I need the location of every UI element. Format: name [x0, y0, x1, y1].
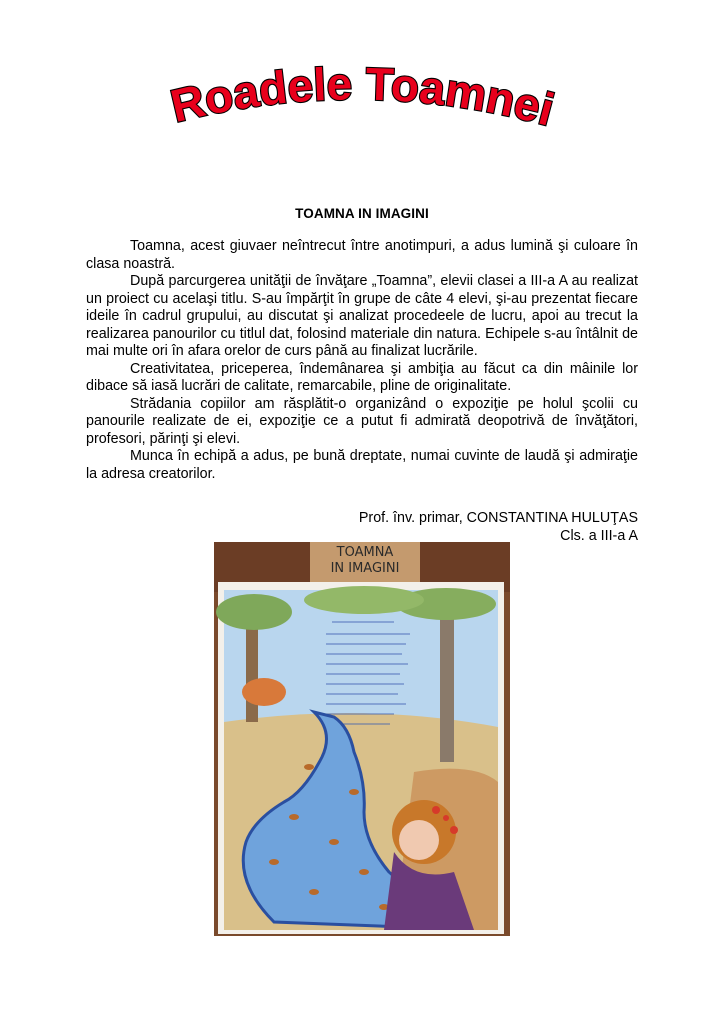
title-banner [120, 57, 600, 165]
panel-photo [214, 542, 510, 936]
sign-text: IN IMAGINI [330, 561, 400, 576]
signature-block [359, 510, 638, 545]
paragraph: După parcurgerea unităţii de învăţare „Toamna”, elevii clasei a III-a A au realizat un proiect cu acelaşi titlu. S-au împărţit în grupe de câte 4 elevi, şi-au prezentat fiecare ideile în cadrul grupului, au discutat şi analizat procedeele de lucru, apoi au trecut la realizarea panourilor cu titlul dat, folosind materiale din natura. Echipele s-au întâlnit de mai multe ori în afara orelor de curs până au finalizat lucrările. [86, 273, 638, 359]
page-title: Roadele Toamnei [165, 57, 560, 136]
author-line: Prof. înv. primar, CONSTANTINA HULUŢAS [358, 510, 638, 526]
paragraph: Strădania copiilor am răsplătit-o organizând o expoziţie pe holul şcolii cu panourile realizate de ei, expoziţie ce a putut fi admirată deopotrivă de învăţători, profesori, părinţi şi elevi. [86, 395, 638, 447]
article-body [86, 238, 638, 483]
article-heading: TOAMNA IN IMAGINI [295, 206, 429, 221]
paragraph: Creativitatea, priceperea, îndemânarea şi ambiţia au făcut ca din mâinile lor dibace să iasă lucrări de calitate, remarcabile, pline de originalitate. [86, 360, 638, 394]
paragraph: Munca în echipă a adus, pe bună dreptate, numai cuvinte de laudă şi admiraţie la adresa creatorilor. [86, 448, 638, 482]
sign-text: TOAMNA [336, 545, 394, 560]
class-line: Cls. a III-a A [560, 527, 638, 544]
paragraph: Toamna, acest giuvaer neîntrecut între anotimpuri, a adus lumină şi culoare în clasa noastră. [86, 238, 638, 272]
title-wordart [120, 57, 600, 165]
panel-illustration [214, 542, 510, 936]
